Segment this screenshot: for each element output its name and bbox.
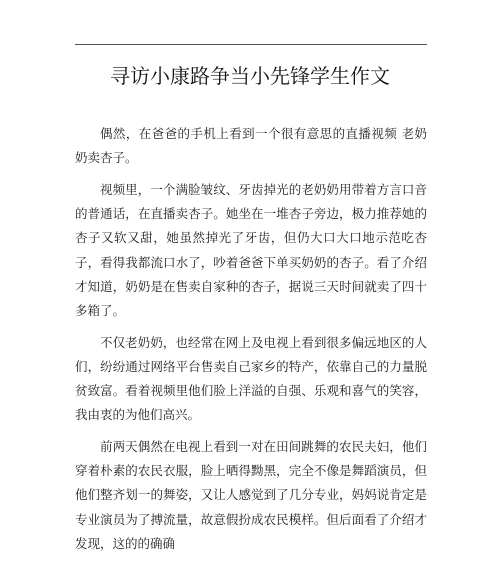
document-body xyxy=(75,122,427,563)
paragraph-3: 不仅老奶奶，也经常在网上及电视上看到很多偏远地区的人们，纷纷通过网络平台售卖自己家乡的特产，依靠自己的力量脱贫致富。看着视频里他们脸上洋溢的自强、乐观和喜气的笑容，我由衷的为他们高兴。 xyxy=(75,334,427,423)
paragraph-4: 前两天偶然在电视上看到一对在田间跳舞的农民夫妇，他们穿着朴素的农民衣服，脸上晒得黝黑，完全不像是舞蹈演员，但他们整齐划一的舞姿，又让人感觉到了几分专业，妈妈说肯定是专业演员为了搏流量，故意假扮成农民模样。但后面看了介绍才发现，这的的确确 xyxy=(75,438,427,551)
paragraph-1: 偶然，在爸爸的手机上看到一个很有意思的直播视频 老奶奶卖杏子。 xyxy=(75,126,427,166)
header-rule xyxy=(75,44,427,45)
document-title: 寻访小康路争当小先锋学生作文 xyxy=(110,64,390,88)
paragraph-2: 视频里，一个满脸皱纹、牙齿掉光的老奶奶用带着方言口音的普通话，在直播卖杏子。她坐在一堆杏子旁边，极力推荐她的杏子又软又甜，她虽然掉光了牙齿，但仍大口大口地示范吃杏子，看得我都流口水了，吵着爸爸下单买奶奶的杏子。看了介绍才知道，奶奶是在售卖自家种的杏子，据说三天时间就卖了四十多箱了。 xyxy=(75,181,427,318)
